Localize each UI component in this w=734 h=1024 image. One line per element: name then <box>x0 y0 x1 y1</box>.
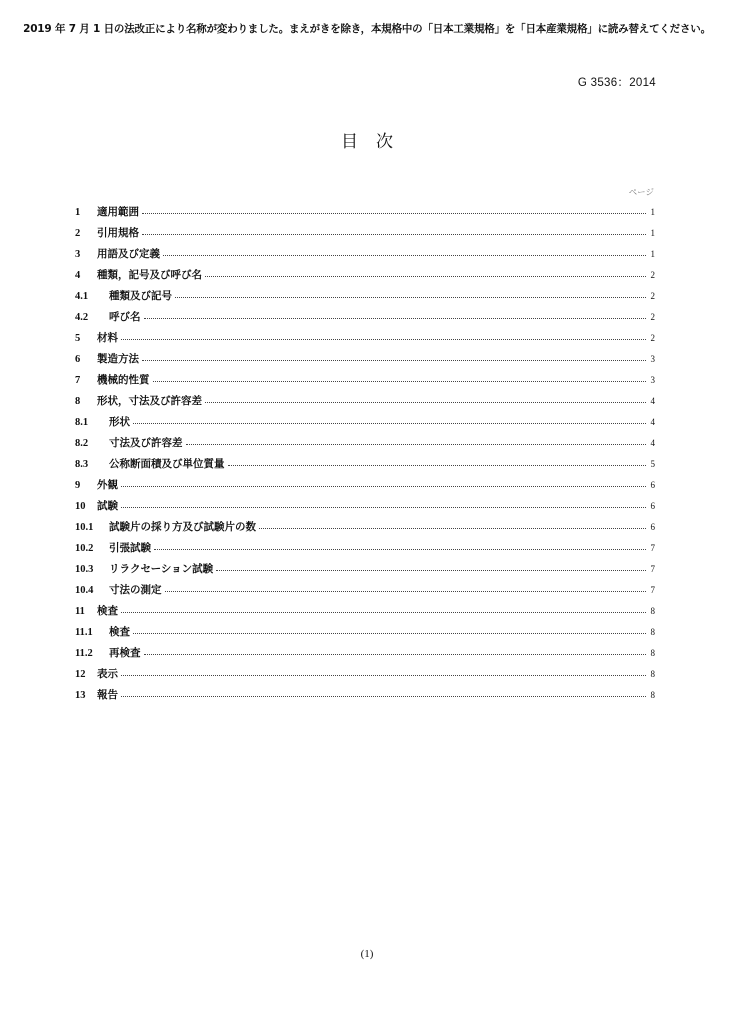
toc-entry-page: 3 <box>650 375 655 385</box>
toc-leader-dots <box>228 465 647 466</box>
toc-entry-number: 8.1 <box>75 417 89 428</box>
toc-entry-label: 材料 <box>97 332 118 344</box>
toc-entry[interactable] <box>75 412 655 433</box>
toc-leader-dots <box>142 234 646 235</box>
toc-entry-label: 試験片の採り方及び試験片の数 <box>109 521 256 533</box>
toc-entry-page: 6 <box>650 522 655 532</box>
toc-entry[interactable] <box>75 475 655 496</box>
toc-entry-page: 8 <box>650 669 655 679</box>
toc-entry[interactable] <box>75 664 655 685</box>
toc-entry-label: 再検査 <box>109 647 141 659</box>
toc-leader-dots <box>121 339 646 340</box>
toc-entry-label: 種類及び記号 <box>109 290 172 302</box>
toc-entry-number: 10 <box>75 501 86 512</box>
toc-leader-dots <box>163 255 646 256</box>
toc-leader-dots <box>154 549 646 550</box>
toc-entry-label: 製造方法 <box>97 353 139 365</box>
toc-entry-page: 7 <box>650 564 655 574</box>
toc-entry[interactable] <box>75 517 655 538</box>
toc-entry[interactable] <box>75 202 655 223</box>
toc-leader-dots <box>153 381 647 382</box>
toc-entry-number: 2 <box>75 228 81 239</box>
toc-entry[interactable] <box>75 580 655 601</box>
toc-entry-label: 形状 <box>109 416 130 428</box>
toc-leader-dots <box>144 654 647 655</box>
toc-leader-dots <box>142 360 646 361</box>
toc-entry-number: 8.3 <box>75 459 89 470</box>
toc-entry-number: 4.1 <box>75 291 89 302</box>
toc-entry[interactable] <box>75 307 655 328</box>
toc-entry[interactable] <box>75 643 655 664</box>
toc-entry[interactable] <box>75 496 655 517</box>
toc-entry-label: 表示 <box>97 668 118 680</box>
toc-entry-page: 6 <box>650 480 655 490</box>
toc-entry-page: 8 <box>650 690 655 700</box>
toc-leader-dots <box>121 486 646 487</box>
standard-number: G 3536：2014 <box>577 77 656 89</box>
toc-entry-page: 2 <box>650 333 655 343</box>
toc-entry-label: 公称断面積及び単位質量 <box>109 458 225 470</box>
toc-entry-page: 7 <box>650 543 655 553</box>
toc-entry[interactable] <box>75 328 655 349</box>
toc-entry-number: 12 <box>75 669 86 680</box>
toc-entry-page: 2 <box>650 270 655 280</box>
toc-entry-page: 2 <box>650 291 655 301</box>
toc-entry-page: 4 <box>650 438 655 448</box>
toc-entry-number: 8 <box>75 396 81 407</box>
toc-entry-page: 1 <box>650 228 655 238</box>
toc-entry-page: 4 <box>650 417 655 427</box>
toc-entry-page: 8 <box>650 648 655 658</box>
toc-entry-number: 13 <box>75 690 86 701</box>
toc-entry[interactable] <box>75 622 655 643</box>
revision-notice: 2019 年 7 月 1 日の法改正により名称が変わりました。まえがきを除き，本規格中の「日本工業規格」を「日本産業規格」に読み替えてください。 <box>23 23 711 35</box>
toc-entry-page: 1 <box>650 249 655 259</box>
toc-entry-number: 3 <box>75 249 81 260</box>
toc-entry-label: リラクセーション試験 <box>109 563 214 575</box>
toc-entry-number: 7 <box>75 375 81 386</box>
toc-entry-page: 8 <box>650 627 655 637</box>
toc-entry-number: 8.2 <box>75 438 89 449</box>
footer-page-number: (1) <box>360 948 374 960</box>
toc-entry[interactable] <box>75 601 655 622</box>
toc-entry-label: 寸法の測定 <box>109 584 162 596</box>
toc-entry-number: 6 <box>75 354 81 365</box>
toc-leader-dots <box>259 528 646 529</box>
toc-entry[interactable] <box>75 538 655 559</box>
toc-leader-dots <box>121 612 646 613</box>
toc-leader-dots <box>165 591 647 592</box>
toc-entry-page: 3 <box>650 354 655 364</box>
toc-leader-dots <box>121 696 646 697</box>
toc-entry-number: 10.1 <box>75 522 94 533</box>
toc-entry-number: 10.2 <box>75 543 94 554</box>
toc-leader-dots <box>205 402 646 403</box>
toc-leader-dots <box>142 213 646 214</box>
toc-entry-label: 試験 <box>97 500 118 512</box>
toc-entry-number: 4 <box>75 270 81 281</box>
toc-entry[interactable] <box>75 349 655 370</box>
toc-entry[interactable] <box>75 223 655 244</box>
toc-entry-label: 検査 <box>109 626 130 638</box>
toc-entry-label: 引張試験 <box>109 542 151 554</box>
toc-entry[interactable] <box>75 685 655 706</box>
toc-entry-label: 適用範囲 <box>97 206 139 218</box>
toc-entry-label: 報告 <box>97 689 118 701</box>
toc-entry-number: 10.4 <box>75 585 94 596</box>
toc-entry-label: 機械的性質 <box>97 374 150 386</box>
toc-leader-dots <box>121 507 646 508</box>
toc-entry[interactable] <box>75 370 655 391</box>
toc-entry[interactable] <box>75 559 655 580</box>
toc-leader-dots <box>133 423 646 424</box>
toc-leader-dots <box>205 276 646 277</box>
toc-entry-page: 7 <box>650 585 655 595</box>
page-column-header: ページ <box>628 188 654 198</box>
toc-leader-dots <box>175 297 646 298</box>
toc-leader-dots <box>186 444 647 445</box>
toc-leader-dots <box>133 633 646 634</box>
toc-entry-number: 10.3 <box>75 564 94 575</box>
toc-title: 目次 <box>341 132 411 152</box>
toc-entry[interactable] <box>75 265 655 286</box>
toc-entry-label: 呼び名 <box>109 311 141 323</box>
toc-entry-label: 検査 <box>97 605 118 617</box>
toc-entry-page: 8 <box>650 606 655 616</box>
toc-entry-number: 11.2 <box>75 648 93 659</box>
toc-entry-label: 寸法及び許容差 <box>109 437 183 449</box>
toc-entry[interactable] <box>75 244 655 265</box>
toc-entry-label: 種類，記号及び呼び名 <box>97 269 202 281</box>
toc-leader-dots <box>121 675 646 676</box>
toc-entry-page: 4 <box>650 396 655 406</box>
toc-entry-number: 1 <box>75 207 81 218</box>
toc-entry-page: 6 <box>650 501 655 511</box>
toc-entry[interactable] <box>75 391 655 412</box>
toc-entry-number: 5 <box>75 333 81 344</box>
toc-entry-page: 1 <box>650 207 655 217</box>
toc-leader-dots <box>144 318 647 319</box>
toc-entry-number: 11.1 <box>75 627 93 638</box>
toc-leader-dots <box>216 570 646 571</box>
toc-entry-label: 外観 <box>97 479 118 491</box>
toc-entry-label: 形状，寸法及び許容差 <box>97 395 202 407</box>
toc-entry-number: 9 <box>75 480 81 491</box>
toc-entry-page: 5 <box>650 459 655 469</box>
table-of-contents <box>75 202 655 706</box>
toc-entry[interactable] <box>75 433 655 454</box>
toc-entry-number: 4.2 <box>75 312 89 323</box>
toc-entry-page: 2 <box>650 312 655 322</box>
toc-entry[interactable] <box>75 286 655 307</box>
toc-entry-label: 用語及び定義 <box>97 248 160 260</box>
toc-entry[interactable] <box>75 454 655 475</box>
toc-entry-label: 引用規格 <box>97 227 139 239</box>
toc-entry-number: 11 <box>75 606 85 617</box>
